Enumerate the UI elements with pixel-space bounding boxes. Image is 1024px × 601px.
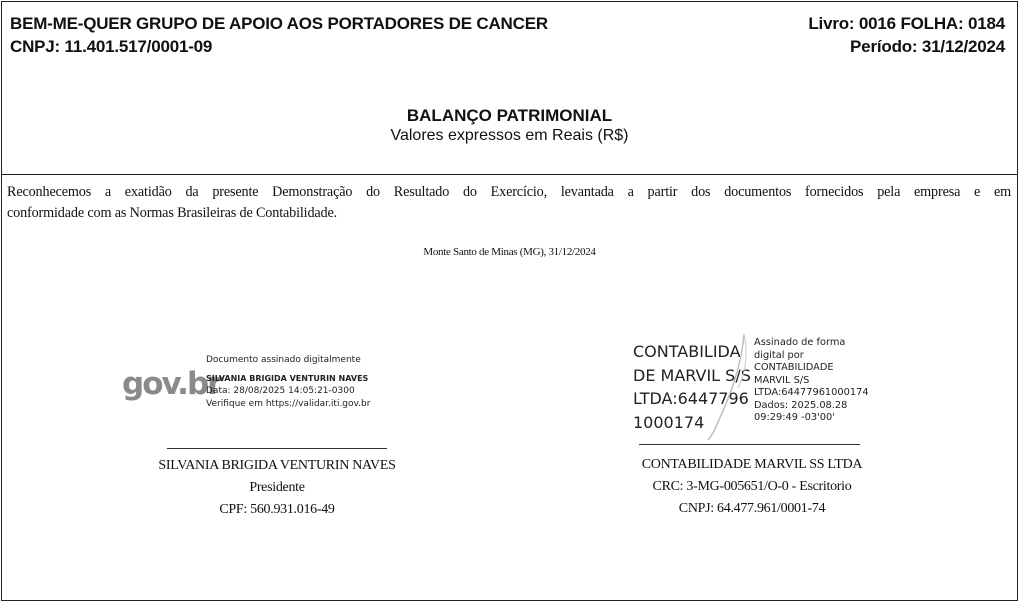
- sign-line-3: CONTABILIDADE: [754, 362, 834, 373]
- accountant-cnpj: CNPJ: 64.477.961/0001-74: [678, 501, 826, 516]
- recognition-line-2: conformidade com as Normas Brasileiras de Contabilidade.: [7, 205, 338, 221]
- cert-line-4: 1000174: [633, 412, 705, 432]
- stamp-signer: SILVANIA BRIGIDA VENTURIN NAVES: [206, 373, 369, 383]
- signatory-right: [602, 454, 902, 520]
- cert-line-3: LTDA:6447796: [633, 389, 749, 408]
- organization-cnpj: CNPJ: 11.401.517/0001-09: [10, 37, 213, 56]
- digital-signature-details: [754, 337, 869, 425]
- periodo: Período: 31/12/2024: [850, 37, 1005, 56]
- signature-line-left: [167, 448, 387, 449]
- sign-line-7: 09:29:49 -03'00': [754, 412, 835, 423]
- sign-line-4: MARVIL S/S: [754, 374, 810, 386]
- cert-line-2: DE MARVIL S/S: [633, 365, 751, 385]
- signatory-name: SILVANIA BRIGIDA VENTURIN NAVES: [158, 458, 396, 473]
- stamp-title: Documento assinado digitalmente: [206, 355, 361, 365]
- document-subtitle: Valores expressos em Reais (R$): [390, 127, 629, 144]
- stamp-date: Data: 28/08/2025 14:05:21-0300: [206, 386, 355, 396]
- document-header: [2, 2, 1017, 175]
- accountant-crc: CRC: 3-MG-005651/O-0 - Escritorio: [652, 479, 852, 494]
- cert-line-1: CONTABILIDA: [633, 342, 741, 361]
- govbr-logo: gov.br: [122, 366, 221, 402]
- sign-line-5: LTDA:64477961000174: [754, 387, 869, 398]
- signature-line-right: [639, 444, 860, 445]
- sign-line-1: Assinado de forma: [754, 337, 846, 348]
- recognition-line-1: Reconhecemos a exatidão da presente Demonstração do Resultado do Exercício, levantada a partir dos documentos fornecidos pela empresa e em: [7, 184, 1011, 200]
- signatory-left: [127, 455, 427, 521]
- sign-line-6: Dados: 2025.08.28: [754, 399, 848, 411]
- document-frame: [1, 1, 1018, 601]
- livro-folha: Livro: 0016 FOLHA: 0184: [808, 14, 1005, 33]
- recognition-statement: [7, 182, 1011, 224]
- document-title: BALANÇO PATRIMONIAL: [406, 106, 613, 125]
- organization-name: BEM-ME-QUER GRUPO DE APOIO AOS PORTADORES DE CANCER: [10, 14, 548, 33]
- accountant-name: CONTABILIDADE MARVIL SS LTDA: [641, 457, 863, 472]
- sign-line-2: digital por: [754, 349, 804, 361]
- stamp-verify: Verifique em https://validar.iti.gov.br: [206, 398, 371, 409]
- signature-stroke-icon: [692, 332, 762, 442]
- place-date: Monte Santo de Minas (MG), 31/12/2024: [423, 246, 596, 258]
- signatory-cpf: CPF: 560.931.016-49: [219, 502, 335, 517]
- govbr-signature-stamp: [206, 354, 370, 410]
- signatory-role: Presidente: [249, 480, 305, 495]
